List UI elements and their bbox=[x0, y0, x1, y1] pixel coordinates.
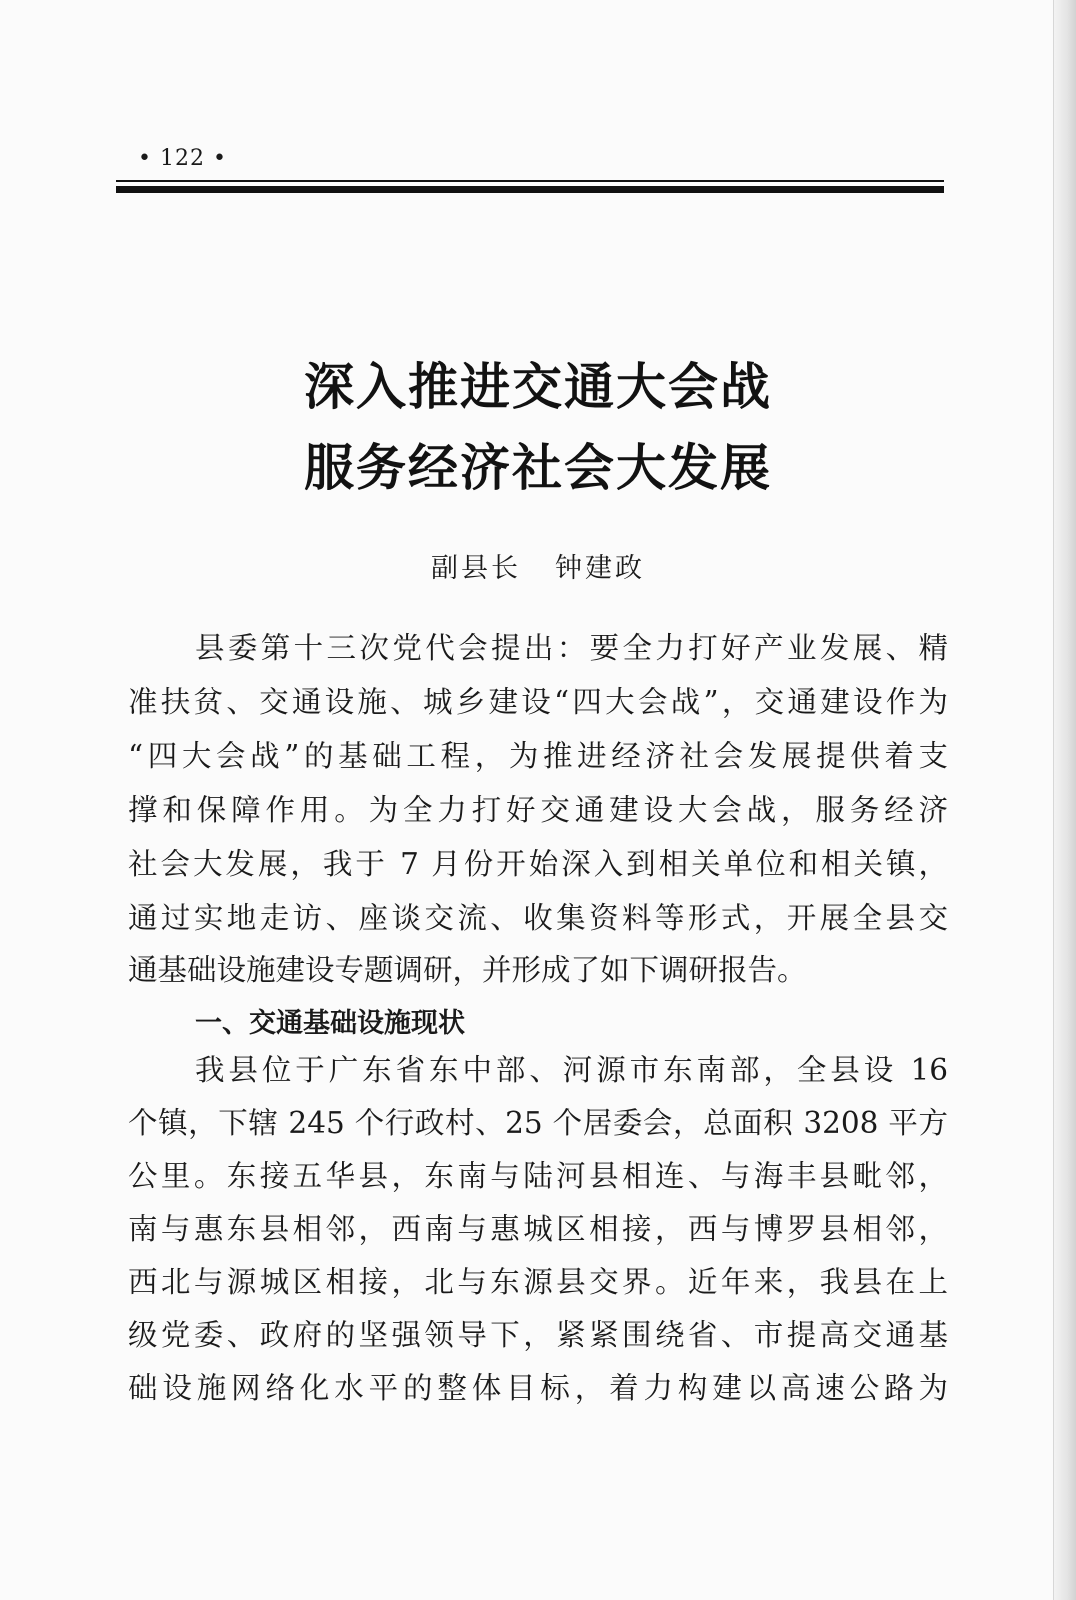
paragraph-1-line: 县委第十三次党代会提出：要全力打好产业发展、精 bbox=[195, 631, 948, 665]
page-number: • 122 • bbox=[138, 146, 227, 171]
paragraph-2-line: 础设施网络化水平的整体目标，着力构建以高速公路为 bbox=[128, 1371, 948, 1405]
paragraph-2-line: 级党委、政府的坚强领导下，紧紧围绕省、市提高交通基 bbox=[128, 1318, 948, 1352]
author-name: 钟建政 bbox=[555, 553, 645, 584]
paragraph-2-line: 公里。东接五华县，东南与陆河县相连、与海丰县毗邻， bbox=[128, 1159, 948, 1193]
paragraph-2-line: 我县位于广东省东中部、河源市东南部，全县设 16 bbox=[195, 1053, 948, 1087]
paragraph-1-line: “四大会战”的基础工程，为推进经济社会发展提供着支 bbox=[128, 739, 948, 773]
header-rule-thick bbox=[116, 186, 944, 193]
article-title-line-2: 服务经济社会大发展 bbox=[304, 439, 772, 497]
author-role: 副县长 bbox=[431, 553, 521, 584]
paragraph-1-line: 社会大发展，我于 7 月份开始深入到相关单位和相关镇， bbox=[128, 847, 948, 881]
header-rule-thin bbox=[116, 180, 944, 182]
page-edge-shadow bbox=[1054, 0, 1076, 1600]
section-heading: 一、交通基础设施现状 bbox=[195, 1008, 465, 1039]
paragraph-2-line: 西北与源城区相接，北与东源县交界。近年来，我县在上 bbox=[128, 1265, 948, 1299]
paragraph-1-line: 通基础设施建设专题调研，并形成了如下调研报告。 bbox=[128, 953, 807, 987]
article-title-line-1: 深入推进交通大会战 bbox=[304, 358, 772, 416]
paragraph-2-line: 南与惠东县相邻，西南与惠城区相接，西与博罗县相邻， bbox=[128, 1212, 948, 1246]
paragraph-1-line: 通过实地走访、座谈交流、收集资料等形式，开展全县交 bbox=[128, 901, 948, 935]
author-byline bbox=[0, 546, 1076, 585]
paragraph-1-line: 准扶贫、交通设施、城乡建设“四大会战”，交通建设作为 bbox=[128, 685, 948, 719]
paragraph-1-line: 撑和保障作用。为全力打好交通建设大会战，服务经济 bbox=[128, 793, 948, 827]
paragraph-2-line: 个镇，下辖 245 个行政村、25 个居委会，总面积 3208 平方 bbox=[128, 1106, 948, 1140]
